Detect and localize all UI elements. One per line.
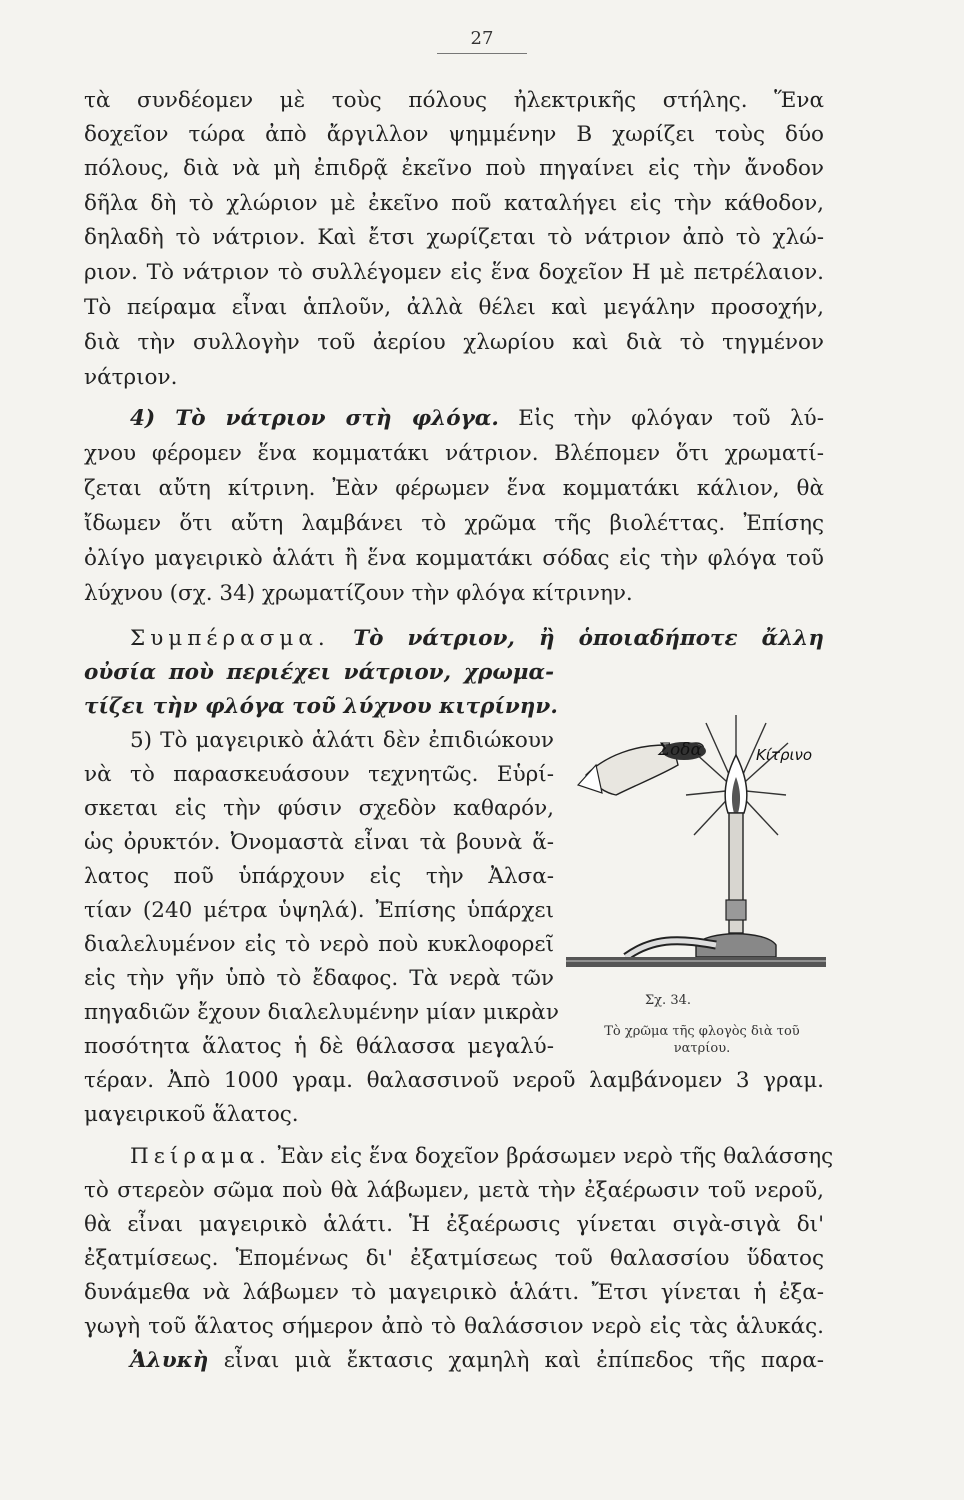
text-line: δυνάμεθα νὰ λάβωμεν τὸ μαγειρικὸ ἁλάτι. Ἔτσι γίνεται ἡ ἐξα-: [84, 1280, 824, 1305]
conclusion-label: Συμπέρασμα.: [130, 626, 330, 651]
section-5-line: λατος ποῦ ὑπάρχουν εἰς τὴν Ἀλσα-: [84, 864, 554, 889]
text-line: τὸ στερεὸν σῶμα ποὺ θὰ λάβωμεν, μετὰ τὴν ἐξαέρωσιν τοῦ νεροῦ,: [84, 1178, 824, 1203]
text-line: λύχνου (σχ. 34) χρωματίζουν τὴν φλόγα κίτρινην.: [84, 581, 633, 606]
text-line: ὀλίγο μαγειρικὸ ἁλάτι ἢ ἕνα κομματάκι σόδας εἰς τὴν φλόγα τοῦ: [84, 546, 824, 571]
experiment-text: Ἐὰν εἰς ἕνα δοχεῖον βράσωμεν νερὸ τῆς θαλάσσης: [277, 1144, 834, 1169]
section-5-line: σκεται εἰς τὴν φύσιν σχεδὸν καθαρόν,: [84, 796, 554, 821]
figure-caption: Τὸ χρῶμα τῆς φλογὸς διὰ τοῦ νατρίου.: [604, 1024, 800, 1056]
text-line: μαγειρικοῦ ἅλατος.: [84, 1102, 299, 1127]
section-5-line: πηγαδιῶν ἔχουν διαλελυμένην μίαν μικρὰν: [84, 1000, 559, 1025]
conclusion-line: τίζει τὴν φλόγα τοῦ λύχνου κιτρίνην.: [84, 694, 558, 719]
section-5-line: εἰς τὴν γῆν ὑπὸ τὸ ἔδαφος. Τὰ νερὰ τῶν: [84, 966, 554, 991]
alyki-text: εἶναι μιὰ ἔκτασις χαμηλὴ καὶ ἐπίπεδος τῆς παρα-: [223, 1348, 824, 1373]
conclusion-text: Τὸ νάτριον, ἢ ὁποιαδήποτε ἄλλη: [353, 626, 824, 651]
yellow-label: Κίτρινο: [756, 746, 813, 764]
experiment-label: Πείραμα.: [130, 1144, 271, 1169]
experiment-last-line: [130, 1344, 824, 1378]
text-line: τέραν. Ἀπὸ 1000 γραμ. θαλασσινοῦ νεροῦ λαμβάνομεν 3 γραμ.: [84, 1068, 824, 1093]
alyki-term: Ἁλυκὴ: [130, 1348, 209, 1373]
section-4-heading: 4) Τὸ νάτριον στὴ φλόγα.: [130, 406, 499, 431]
section-5-line: 5) Τὸ μαγειρικὸ ἁλάτι δὲν ἐπιδιώκουν: [130, 728, 554, 753]
text-line: ριον. Τὸ νάτριον τὸ συλλέγομεν εἰς ἕνα δοχεῖον Η μὲ πετρέλαιον.: [84, 260, 824, 285]
text-line: πόλους, διὰ νὰ μὴ ἐπιδρᾷ ἐκεῖνο ποὺ πηγαίνει εἰς τὴν ἄνοδον: [84, 156, 824, 181]
text-line: δηλαδὴ τὸ νάτριον. Καὶ ἔτσι χωρίζεται τὸ νάτριον ἀπὸ τὸ χλώ-: [84, 225, 824, 250]
section-5-line: ὡς ὀρυκτόν. Ὀνομαστὰ εἶναι τὰ βουνὰ ἅ-: [84, 830, 554, 855]
bunsen-burner-figure: [566, 695, 826, 985]
text-line: τὰ συνδέομεν μὲ τοὺς πόλους ἠλεκτρικῆς στήλης. Ἕνα: [84, 88, 824, 113]
section-5-line: ποσότητα ἅλατος ἡ δὲ θάλασσα μεγαλύ-: [84, 1034, 554, 1059]
soda-label: Σοδα: [658, 740, 702, 760]
text-line: ἴδωμεν ὅτι αὔτη λαμβάνει τὸ χρῶμα τῆς βιολέττας. Ἐπίσης: [84, 511, 824, 536]
conclusion-line: οὐσία ποὺ περιέχει νάτριον, χρωμα-: [84, 660, 554, 685]
text-line: νάτριον.: [84, 365, 178, 390]
text-line: Τὸ πείραμα εἶναι ἁπλοῦν, ἀλλὰ θέλει καὶ μεγάλην προσοχήν,: [84, 295, 824, 320]
section-5-line: νὰ τὸ παρασκευάσουν τεχνητῶς. Εὑρί-: [84, 762, 554, 787]
text-line: δῆλα δὴ τὸ χλώριον μὲ ἐκεῖνο ποῦ καταλήγει εἰς τὴν κάθοδον,: [84, 191, 824, 216]
text-line: γωγὴ τοῦ ἅλατος σήμερον ἀπὸ τὸ θαλάσσιον νερὸ εἰς τὰς ἁλυκάς.: [84, 1314, 824, 1339]
text-line: θὰ εἶναι μαγειρικὸ ἁλάτι. Ἡ ἐξαέρωσις γίνεται σιγὰ-σιγὰ δι': [84, 1212, 824, 1237]
text-line: διὰ τὴν συλλογὴν τοῦ ἀερίου χλωρίου καὶ διὰ τὸ τηγμένον: [84, 330, 824, 355]
section-5-line: τίαν (240 μέτρα ὑψηλά). Ἐπίσης ὑπάρχει: [84, 898, 554, 923]
text-line: ζεται αὔτη κίτρινη. Ἐὰν φέρωμεν ἕνα κομματάκι κάλιον, θὰ: [84, 476, 824, 501]
conclusion-first-line: [130, 622, 824, 656]
figure-number: Σχ. 34.: [644, 993, 691, 1008]
section-4-text: Εἰς τὴν φλόγαν τοῦ λύ-: [518, 406, 825, 431]
text-line: δοχεῖον τώρα ἀπὸ ἄργιλλον ψημμένην Β χωρίζει τοὺς δύο: [84, 122, 824, 147]
page-number: 27: [0, 28, 964, 54]
experiment-first-line: [130, 1140, 834, 1174]
text-line: ἐξατμίσεως. Ἑπομένως δι' ἐξατμίσεως τοῦ θαλασσίου ὕδατος: [84, 1246, 824, 1271]
text-line: χνου φέρομεν ἕνα κομματάκι νάτριον. Βλέπομεν ὅτι χρωματί-: [84, 441, 824, 466]
section-5-line: διαλελυμένον εἰς τὸ νερὸ ποὺ κυκλοφορεῖ: [84, 932, 554, 957]
section-4-first-line: [130, 402, 824, 436]
